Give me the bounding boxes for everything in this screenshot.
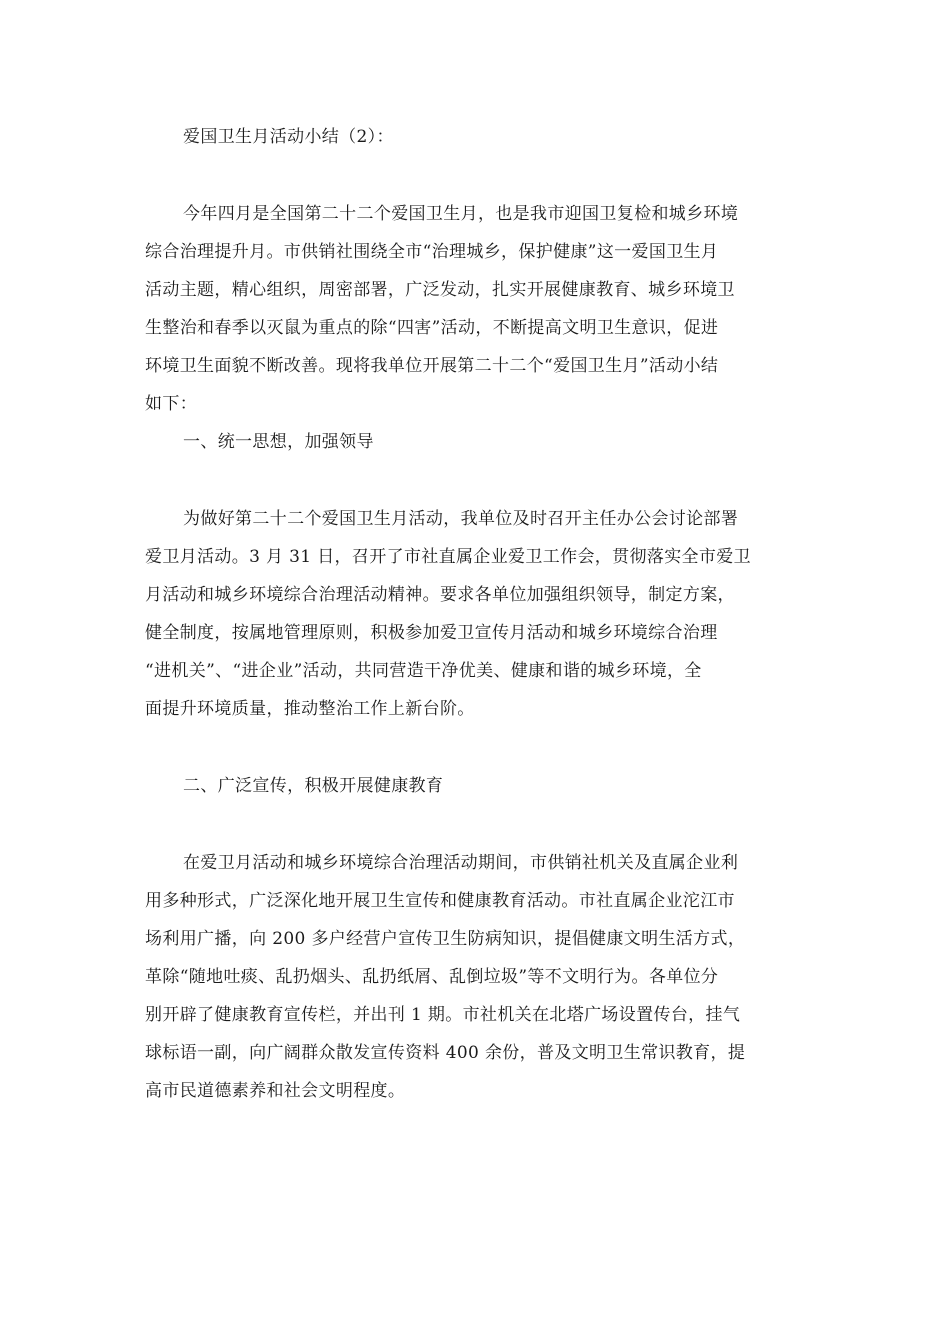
paragraph-3-line-1: 在爱卫月活动和城乡环境综合治理活动期间，市供销社机关及直属企业利	[183, 853, 739, 873]
paragraph-1-line-5: 环境卫生面貌不断改善。现将我单位开展第二十二个“爱国卫生月”活动小结	[145, 356, 719, 376]
section-heading-1: 一、统一思想，加强领导	[183, 432, 374, 452]
paragraph-3-line-6: 球标语一副，向广阔群众散发宣传资料 400 余份，普及文明卫生常识教育，提	[145, 1043, 746, 1063]
section-heading-2: 二、广泛宣传，积极开展健康教育	[183, 776, 444, 796]
paragraph-1-line-2: 综合治理提升月。市供销社围绕全市“治理城乡，保护健康”这一爱国卫生月	[145, 242, 719, 262]
paragraph-2-line-3: 月活动和城乡环境综合治理活动精神。要求各单位加强组织领导，制定方案，	[145, 585, 735, 605]
paragraph-3-line-4: 革除“随地吐痰、乱扔烟头、乱扔纸屑、乱倒垃圾”等不文明行为。各单位分	[145, 967, 719, 987]
paragraph-1-line-1: 今年四月是全国第二十二个爱国卫生月，也是我市迎国卫复检和城乡环境	[183, 204, 739, 224]
paragraph-2-line-1: 为做好第二十二个爱国卫生月活动，我单位及时召开主任办公会讨论部署	[183, 509, 739, 529]
paragraph-1-line-3: 活动主题，精心组织，周密部署，广泛发动，扎实开展健康教育、城乡环境卫	[145, 280, 735, 300]
paragraph-3-line-3: 场利用广播，向 200 多户经营户宣传卫生防病知识，提倡健康文明生活方式，	[145, 929, 746, 949]
paragraph-2-line-2: 爱卫月活动。3 月 31 日，召开了市社直属企业爱卫工作会，贯彻落实全市爱卫	[145, 547, 751, 567]
paragraph-1-line-6: 如下：	[145, 394, 198, 414]
paragraph-2-line-6: 面提升环境质量，推动整治工作上新台阶。	[145, 699, 475, 719]
paragraph-2-line-5: “进机关”、“进企业”活动，共同营造干净优美、健康和谐的城乡环境，全	[145, 661, 702, 681]
paragraph-3-line-2: 用多种形式，广泛深化地开展卫生宣传和健康教育活动。市社直属企业沱江市	[145, 891, 735, 911]
paragraph-3-line-7: 高市民道德素养和社会文明程度。	[145, 1081, 406, 1101]
document-title: 爱国卫生月活动小结（2）：	[183, 127, 394, 147]
paragraph-3-line-5: 别开辟了健康教育宣传栏，并出刊 1 期。市社机关在北塔广场设置传台，挂气	[145, 1005, 741, 1025]
paragraph-2-line-4: 健全制度，按属地管理原则，积极参加爱卫宣传月活动和城乡环境综合治理	[145, 623, 718, 643]
paragraph-1-line-4: 生整治和春季以灭鼠为重点的除“四害”活动，不断提高文明卫生意识，促进	[145, 318, 719, 338]
